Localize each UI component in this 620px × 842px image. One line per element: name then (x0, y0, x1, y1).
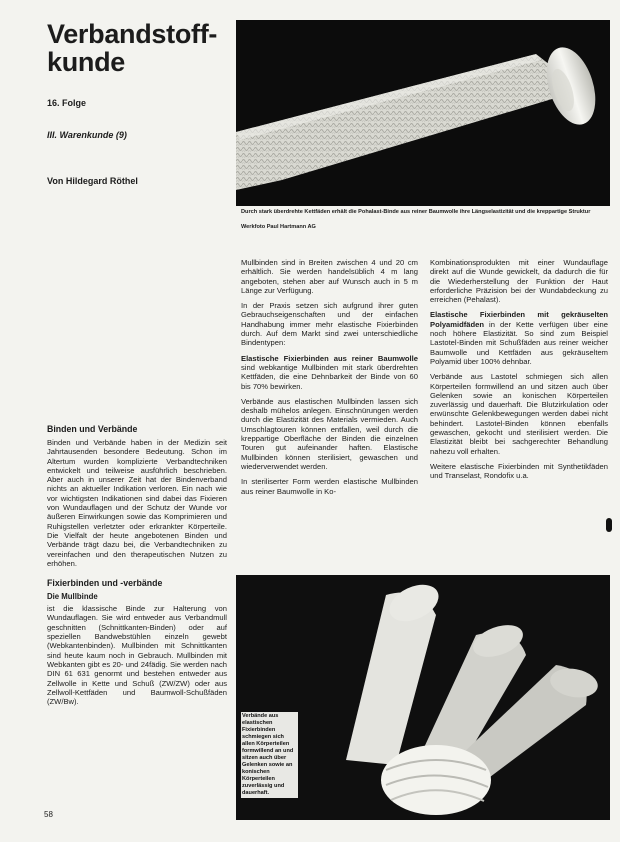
section-label: III. Warenkunde (9) (47, 130, 127, 140)
right-paragraph-3: Verbände aus Lastotel schmiegen sich allen Körperteilen formwillend an und sitzen auch über Gelenken sowie an konischen Körperteilen zuverlässig und dauerhaft. Die Blutzirkulation oder erwünschte Gelenkbewegungen werden dabei nicht behindert. Lastotel-Binden können ebenfalls gewaschen, gekocht und sterilisiert werden. Die Elastizität bleibt bei sachgerechter Behandlung nahezu voll erhalten. (430, 372, 608, 456)
middle-paragraph-2: In der Praxis setzen sich aufgrund ihrer guten Gebrauchseigenschaften und der einfachen Handhabung immer mehr elastische Fixierbinden durch. Auf dem Markt sind zwei unterschiedliche Bindentypen: (241, 301, 418, 348)
title-line-1: Verbandstoff- (47, 19, 218, 49)
right-paragraph-2 (430, 310, 608, 366)
bandage-illustration (236, 20, 610, 206)
article-title (47, 20, 237, 76)
page-edge-mark (606, 518, 612, 532)
right-paragraph-1: Kombinationsprodukten mit einer Wundauflage direkt auf die Wunde gewickelt, da dadurch die für die Wiederherstellung der Funktion der Haut erforderliche Präzision bei der Wundabdeckung zu erreichen (Pehalast). (430, 258, 608, 305)
left-paragraph-2: ist die klassische Binde zur Halterung von Wundauflagen. Sie wird entweder aus Verbandmull geschnitten (Schnittkanten-Binden) oder auf speziellen Bandwebstühlen einzeln gewebt (Webkantenbinden). Mullbinden mit Schnittkanten sind heute kaum noch in Gebrauch. Mullbinden mit Webkanten gibt es 20- und 24fädig. Sie werden nach DIN 61 631 genormt und bestehen entweder aus Zellwolle in Kette und Schuß (ZW/ZW) oder aus Zellwoll-Kettfäden und Baumwoll-Schußfäden (ZW/Bw). (47, 604, 227, 707)
subheading-mullbinde: Die Mullbinde (47, 592, 98, 602)
right-column (430, 258, 608, 487)
middle-lead-baumwolle: Elastische Fixierbinden aus reiner Baumwolle (241, 353, 418, 363)
top-photo-credit: Werkfoto Paul Hartmann AG (241, 224, 316, 230)
author-byline: Von Hildegard Röthel (47, 176, 138, 186)
middle-paragraph-3 (241, 354, 418, 391)
right-paragraph-2-text: in der Kette verfügen über eine noch höhere Elastizität. So sind zum Beispiel Lastotel-Binden mit Schußfäden aus reiner weicher Baumwolle und Kettfäden aus gekräuseltem Polyamid über 100% dehnbar. (430, 319, 608, 366)
heading-fixierbinden: Fixierbinden und -verbände (47, 578, 163, 589)
left-column (47, 424, 227, 712)
bandage-photo (236, 20, 610, 206)
middle-paragraph-1: Mullbinden sind in Breiten zwischen 4 und 20 cm erhältlich. Sie werden handelsüblich 4 m lang angeboten, stehen aber auf Wunsch auch in 5 m Länge zur Verfügung. (241, 258, 418, 295)
title-line-2: kunde (47, 47, 126, 77)
middle-paragraph-5: In steriliserter Form werden elastische Mullbinden aus reiner Baumwolle in Ko- (241, 477, 418, 496)
top-photo-caption: Durch stark überdrehte Kettfäden erhält die Pohalast-Binde aus reiner Baumwolle ihre Längselastizität und die kreppartige Struktur (241, 209, 591, 215)
left-paragraph-1: Binden und Verbände haben in der Medizin seit Jahrtausenden besondere Bedeutung. Schon im Altertum wurden komplizierte Verbandtechniken entwickelt und teilweise ausführlich beschrieben. Aber auch in unserer Zeit hat der Bindenverband nichts an aktueller Indikation verloren. Ein nach wie vor wichtigsten Indikationen sind dabei das Fixieren von Wundauflagen und der Schutz der Wunde vor äußeren Einwirkungen sowie das Komprimieren und Ruhigstellen verletzter oder erkrankter Körperteile. Die Vielfalt der heute angebotenen Binden und Verbände trägt dazu bei, die Verbandtechniken zu vereinfachen und den therapeutischen Nutzen zu erhöhen. (47, 438, 227, 568)
middle-paragraph-3-text: sind webkantige Mullbinden mit stark überdrehten Kettfäden, die eine Dehnbarkeit der Binde von 60 bis 70% bewirken. (241, 362, 418, 391)
series-label: 16. Folge (47, 98, 87, 108)
middle-column (241, 258, 418, 502)
right-paragraph-4: Weitere elastische Fixierbinden mit Synthetikfäden und Transelast, Rondofix u.a. (430, 461, 608, 481)
right-lead-polyamid: Elastische Fixierbinden mit gekräuselten Polyamidfäden (430, 310, 608, 329)
middle-paragraph-4: Verbände aus elastischen Mullbinden lassen sich deshalb mühelos anlegen. Einschnürungen werden durch die Elastizität des Materials vermieden. Auch Umschlagtouren können entfallen, weil durch die kreppartige Oberfläche der Binden die einzelnen Touren gut aufeinander haften. Elastische Mullbinden können sterilisiert, gewaschen und wiederverwendet werden. (241, 396, 418, 471)
heading-binden: Binden und Verbände (47, 424, 138, 434)
page-number: 58 (44, 810, 53, 819)
hands-photo-caption: Verbände aus elastischen Fixierbinden schmiegen sich allen Körperteilen formwillend an und sitzen auch über Gelenken sowie an konischen Körperteilen zuverlässig und dauerhaft. (241, 712, 298, 798)
